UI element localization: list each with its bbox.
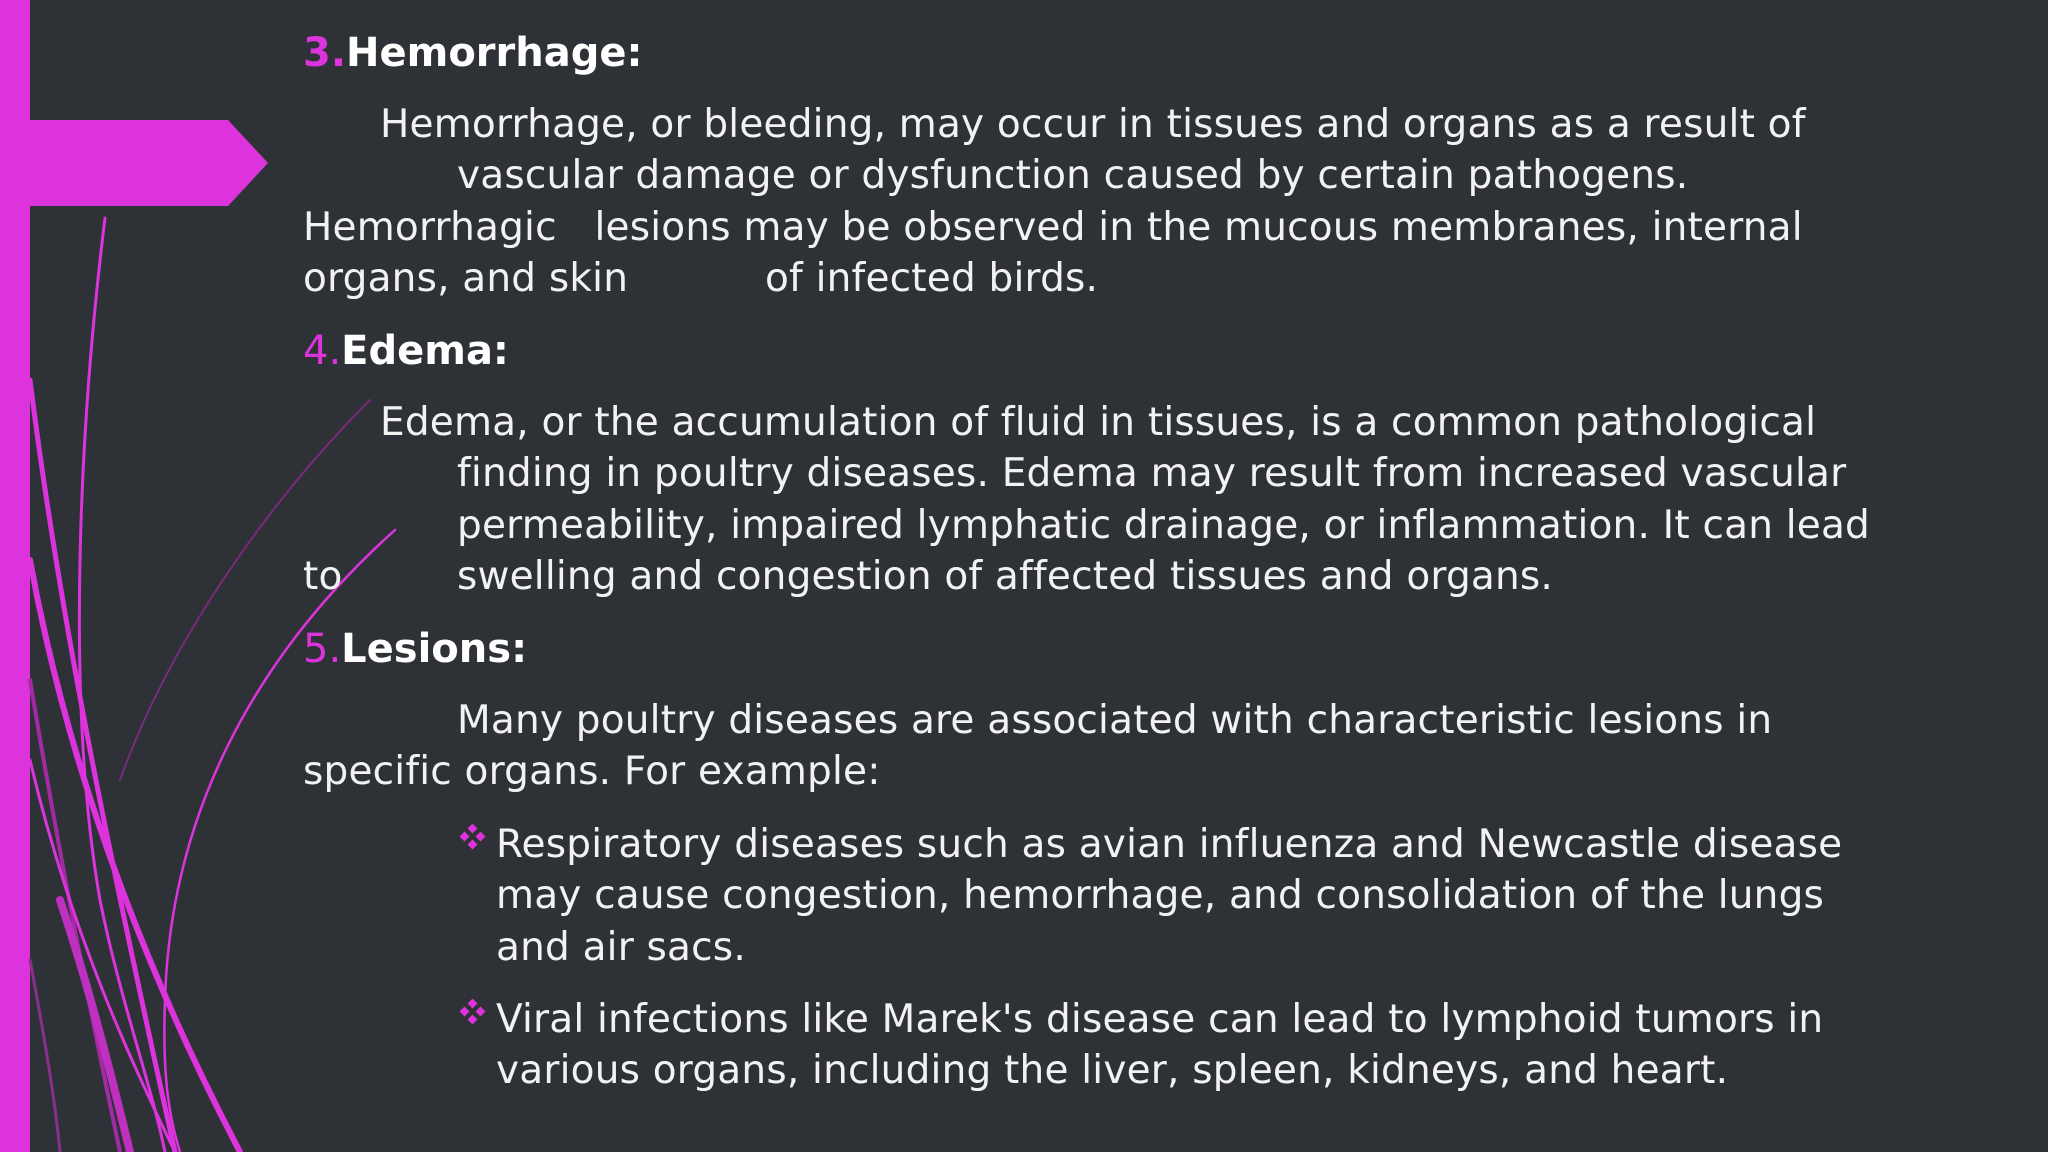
diamond-bullet-icon <box>459 824 487 852</box>
paragraph-line: organs, and skin <box>303 256 629 301</box>
section-heading-edema <box>303 325 509 377</box>
bullet-line: Viral infections like Marek's disease can lead to lymphoid tumors in <box>496 997 1824 1042</box>
paragraph-line: permeability, impaired lymphatic drainage, or inflammation. It can lead <box>457 503 1871 548</box>
paragraph-line: finding in poultry diseases. Edema may result from increased vascular <box>457 451 1847 496</box>
bullet-line: and air sacs. <box>496 925 746 970</box>
section-number: 3. <box>303 30 347 76</box>
bullet-line: various organs, including the liver, spleen, kidneys, and heart. <box>496 1048 1729 1093</box>
paragraph-line: to <box>303 554 343 599</box>
section-number: 4. <box>303 328 342 374</box>
section-title: Lesions: <box>341 626 528 672</box>
paragraph-line: Hemorrhagic lesions may be observed in the mucous membranes, internal <box>303 205 1803 250</box>
bullet-line: may cause congestion, hemorrhage, and consolidation of the lungs <box>496 873 1825 918</box>
paragraph-line: vascular damage or dysfunction caused by certain pathogens. <box>457 153 1689 198</box>
section-title: Edema: <box>341 328 509 374</box>
section-title: Hemorrhage: <box>346 30 643 76</box>
section-heading-lesions <box>303 623 527 675</box>
section-number: 5. <box>303 626 342 672</box>
diamond-bullet-icon <box>459 999 487 1027</box>
section-heading-hemorrhage <box>303 27 642 79</box>
paragraph-line: Many poultry diseases are associated with characteristic lesions in <box>457 698 1773 743</box>
paragraph-line: of infected birds. <box>765 256 1099 301</box>
paragraph-line: swelling and congestion of affected tissues and organs. <box>457 554 1554 599</box>
paragraph-line: Edema, or the accumulation of fluid in tissues, is a common pathological <box>380 400 1817 445</box>
bullet-line: Respiratory diseases such as avian influenza and Newcastle disease <box>496 822 1843 867</box>
paragraph-line: Hemorrhage, or bleeding, may occur in tissues and organs as a result of <box>380 102 1806 147</box>
paragraph-line: specific organs. For example: <box>303 749 881 794</box>
